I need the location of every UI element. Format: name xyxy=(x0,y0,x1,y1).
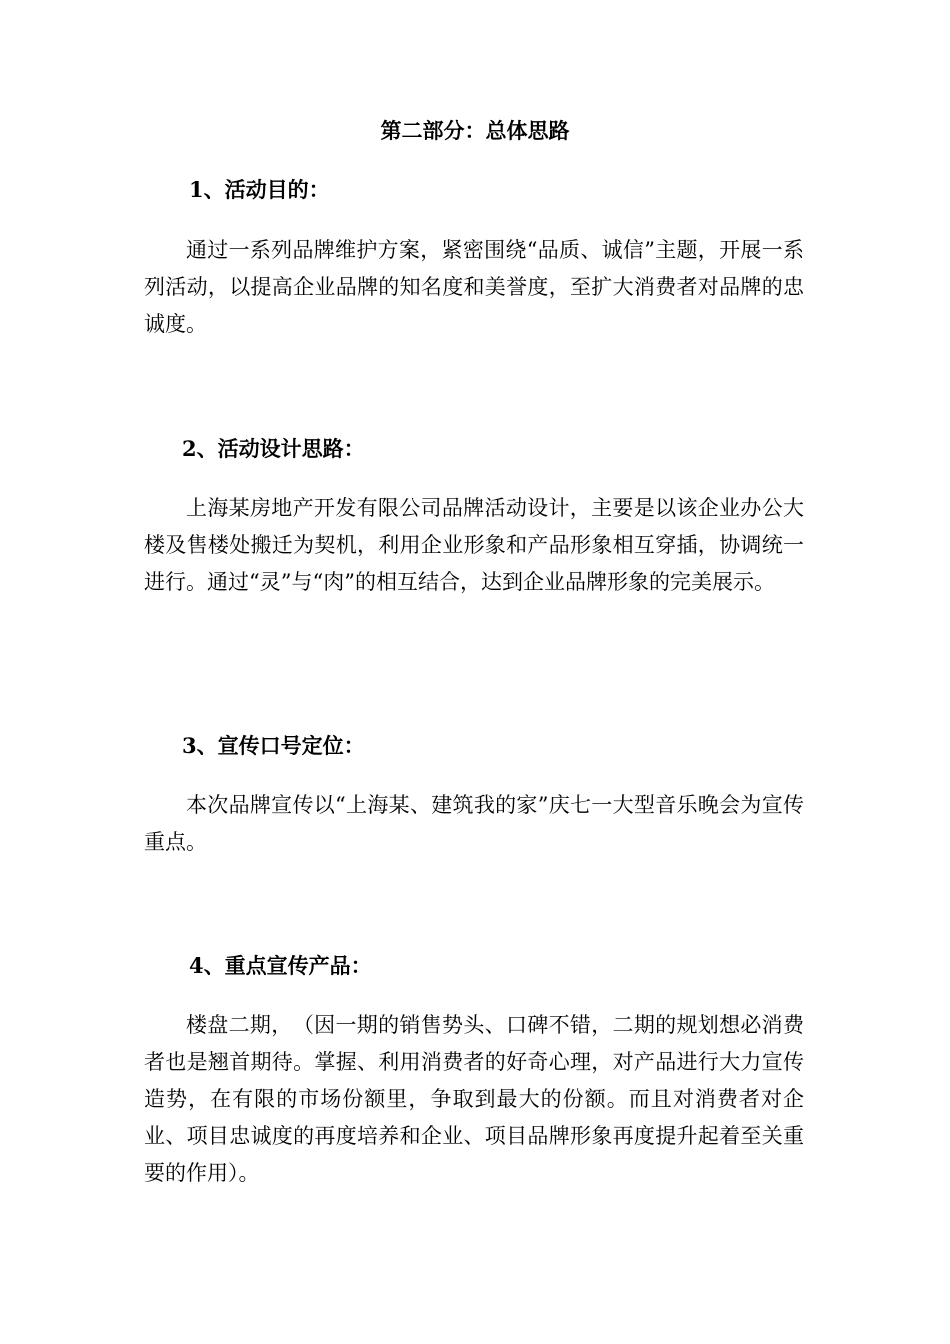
section-body-purpose: 通过一系列品牌维护方案，紧密围绕“品质、诚信”主题，开展一系列活动，以提高企业品牌的知名度和美誉度，至扩大消费者对品牌的忠诚度。 xyxy=(144,238,804,336)
section-heading-products: 4、重点宣传产品： xyxy=(189,953,372,978)
section-heading-design: 2、活动设计思路： xyxy=(182,436,365,461)
page-title: 第二部分：总体思路 xyxy=(380,118,570,143)
section-body-slogan: 本次品牌宣传以“上海某、建筑我的家”庆七一大型音乐晚会为宣传重点。 xyxy=(144,793,804,854)
section-body-design: 上海某房地产开发有限公司品牌活动设计，主要是以该企业办公大楼及售楼处搬迁为契机，利用企业形象和产品形象相互穿插，协调统一进行。通过“灵”与“肉”的相互结合，达到企业品牌形象的完美展示。 xyxy=(144,496,804,594)
section-heading-purpose: 1、活动目的： xyxy=(189,177,330,202)
section-heading-slogan: 3、宣传口号定位： xyxy=(182,733,365,758)
section-body-products: 楼盘二期， （因一期的销售势头、口碑不错，二期的规划想必消费者也是翘首期待。掌握、利用消费者的好奇心理，对产品进行大力宣传造势，在有限的市场份额里，争取到最大的份额。而且对消费者对企业、项目忠诚度的再度培养和企业、项目品牌形象再度提升起着至关重要的作用）。 xyxy=(144,1013,804,1185)
